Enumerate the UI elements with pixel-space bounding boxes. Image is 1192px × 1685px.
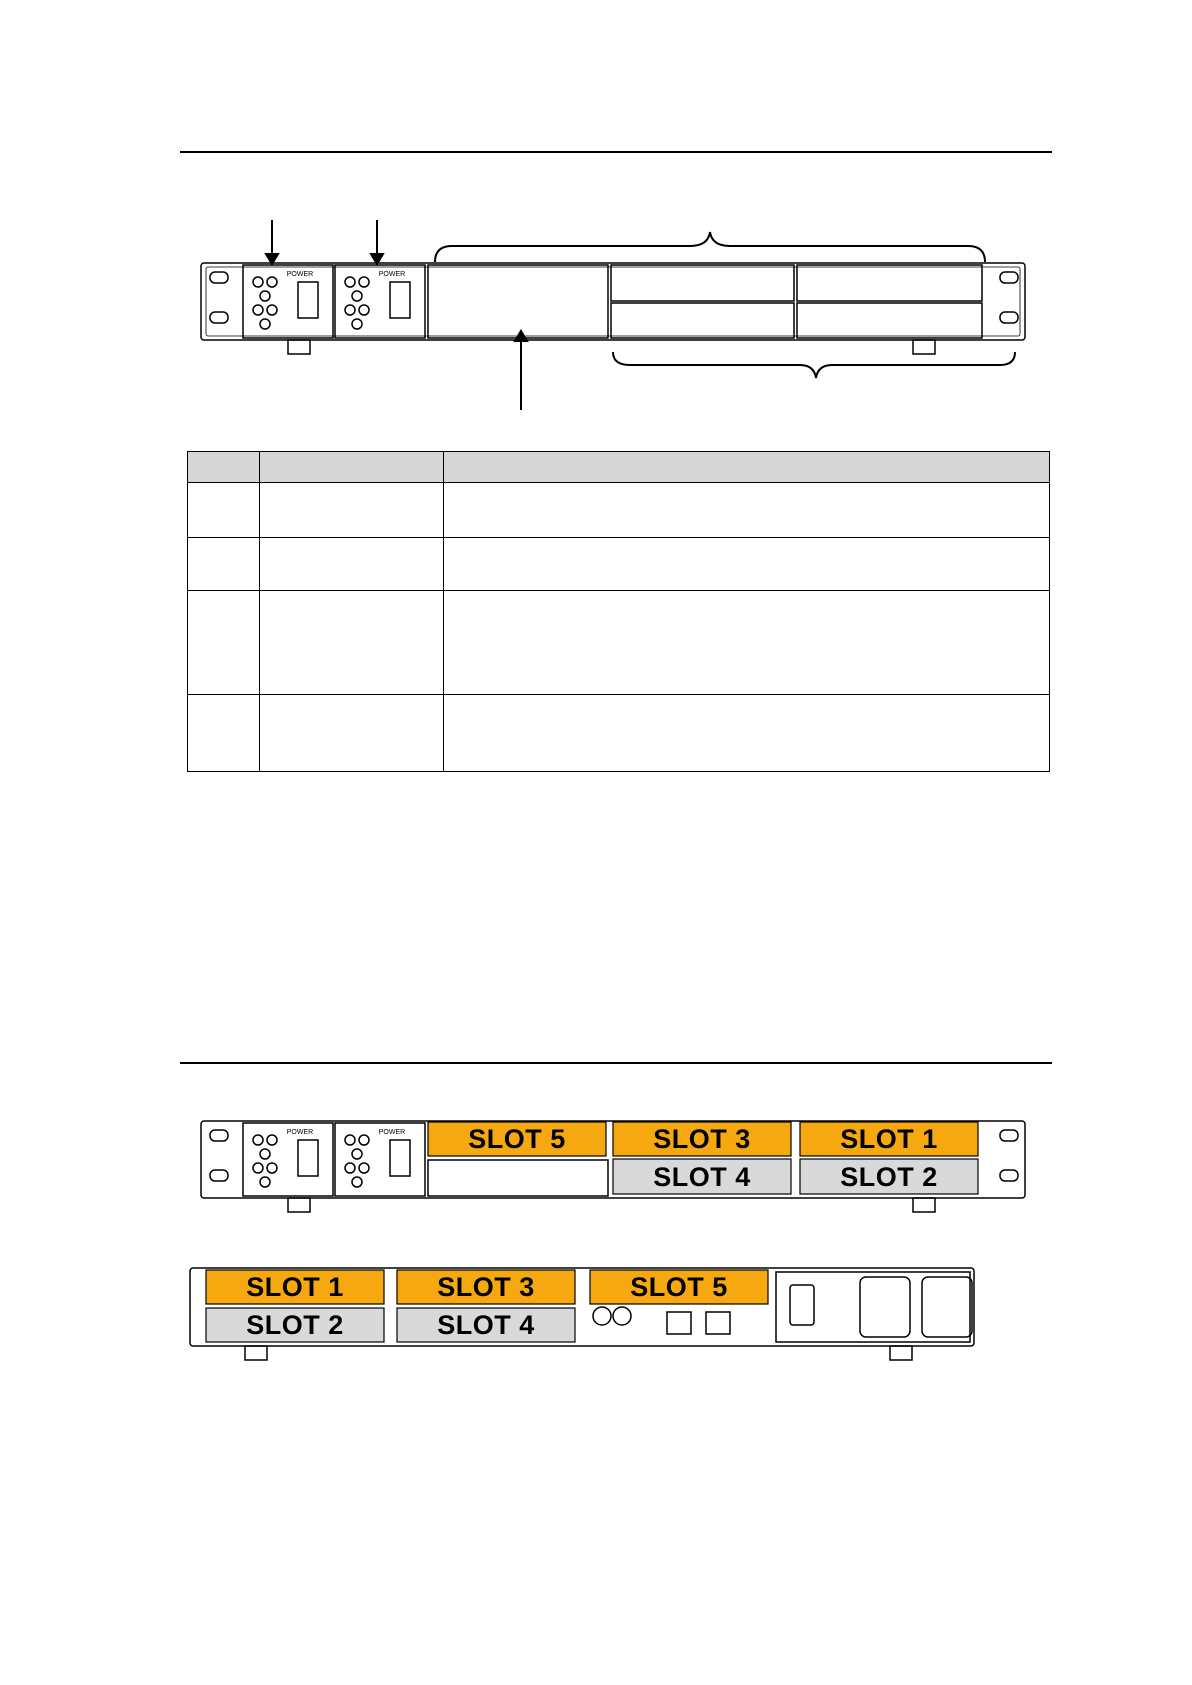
power-label: POWER [378,271,406,278]
slot-label: SLOT 1 [246,1272,344,1302]
slot-label: SLOT 2 [246,1310,344,1340]
slot-label: SLOT 1 [840,1124,938,1154]
slot-label: SLOT 3 [653,1124,751,1154]
rear-slot-1 [206,1270,384,1304]
slot-label: SLOT 5 [630,1272,728,1302]
front-slot-5 [428,1122,606,1156]
rear-slot-5 [590,1270,768,1304]
slot-label: SLOT 4 [653,1162,751,1192]
front-slot-3 [613,1122,791,1156]
power-label: POWER [286,1129,314,1136]
front-slot-1 [800,1122,978,1156]
power-label: POWER [378,1129,406,1136]
rear-slot-2 [206,1308,384,1342]
slot-label: SLOT 5 [468,1124,566,1154]
power-label: POWER [286,271,314,278]
slot-label: SLOT 2 [840,1162,938,1192]
rear-slot-3 [397,1270,575,1304]
front-slot-4 [613,1159,791,1194]
slot-label: SLOT 3 [437,1272,535,1302]
slot-label: SLOT 4 [437,1310,535,1340]
front-slot-2 [800,1159,978,1194]
rear-slot-4 [397,1308,575,1342]
